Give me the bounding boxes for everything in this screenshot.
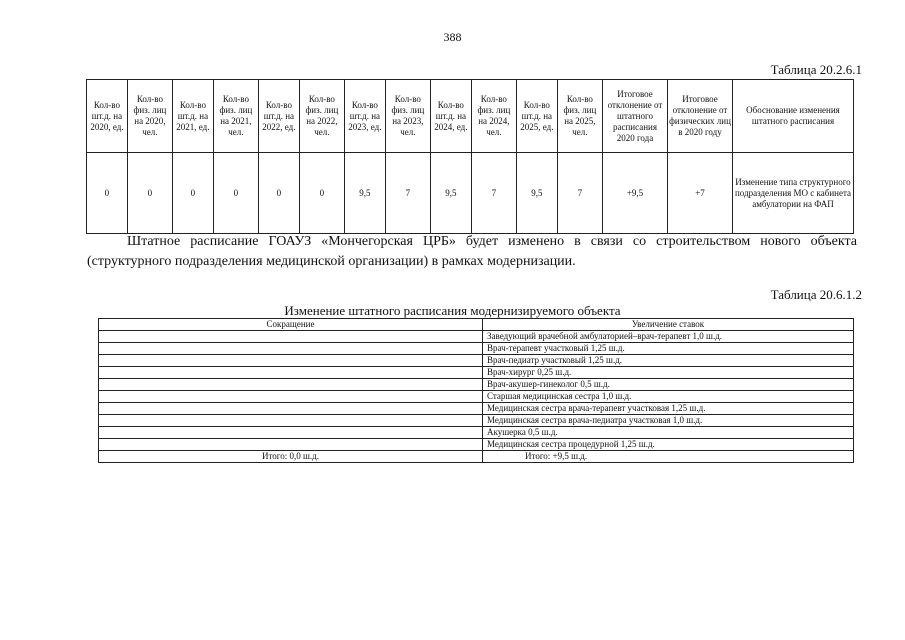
modernization-table [98,318,854,463]
table2-title: Изменение штатного расписания модернизируемого объекта [284,303,621,318]
table-row [99,379,854,391]
header-cell: Кол-во шт.д. на 2021, ед. [172,80,213,153]
header-cell: Кол-во шт.д. на 2022, ед. [258,80,299,153]
header-cell: Кол-во шт.д. на 2023, ед. [344,80,385,153]
position-cell: Заведующий врачебной амбулаторией–врач-терапевт 1,0 ш.д. [483,331,854,343]
empty-cell [99,355,483,367]
header-cell: Кол-во физ. лиц на 2025, чел. [557,80,602,153]
header-cell: Кол-во физ. лиц на 2020, чел. [127,80,172,153]
value-cell: 0 [258,153,299,234]
empty-cell [99,439,483,451]
value-cell: 0 [172,153,213,234]
position-cell: Врач-терапевт участковый 1,25 ш.д. [483,343,854,355]
value-cell: 7 [471,153,516,234]
table1-caption: Таблица 20.2.6.1 [770,62,862,77]
table-row [99,391,854,403]
empty-cell [99,415,483,427]
header-cell: Итоговое отклонение от штатного расписания 2020 года [603,80,668,153]
header-cell: Кол-во шт.д. на 2024, ед. [430,80,471,153]
empty-cell [99,391,483,403]
empty-cell [99,403,483,415]
value-cell: +9,5 [603,153,668,234]
empty-cell [99,379,483,391]
staffing-table-value-row [87,153,854,234]
position-cell: Медицинская сестра врача-педиатра участковая 1,0 ш.д. [483,415,854,427]
value-cell: 0 [299,153,344,234]
position-cell: Старшая медицинская сестра 1,0 ш.д. [483,391,854,403]
position-cell: Врач-хирург 0,25 ш.д. [483,367,854,379]
header-cell: Кол-во шт.д. на 2025, ед. [516,80,557,153]
position-cell: Акушерка 0,5 ш.д. [483,427,854,439]
table-row [99,415,854,427]
table2-caption: Таблица 20.6.1.2 [770,287,862,302]
total-increase: Итого: +9,5 ш.д. [483,451,854,463]
value-cell: 9,5 [430,153,471,234]
value-cell: 0 [213,153,258,234]
table-row [99,439,854,451]
total-reduction: Итого: 0,0 ш.д. [99,451,483,463]
empty-cell [99,331,483,343]
position-cell: Врач-педиатр участковый 1,25 ш.д. [483,355,854,367]
header-cell: Итоговое отклонение от физических лиц в 2020 году [668,80,733,153]
justification-cell: Изменение типа структурного подразделения МО с кабинета амбулатории на ФАП [733,153,854,234]
value-cell: 9,5 [516,153,557,234]
value-cell: 7 [385,153,430,234]
value-cell: 7 [557,153,602,234]
value-cell: 0 [87,153,128,234]
empty-cell [99,343,483,355]
table-row [99,343,854,355]
position-cell: Медицинская сестра врача-терапевт участковая 1,25 ш.д. [483,403,854,415]
empty-cell [99,367,483,379]
body-paragraph: Штатное расписание ГОАУЗ «Мончегорская ЦРБ» будет изменено в связи со строительством нового объекта (структурного подразделения медицинской организации) в рамках модернизации. [87,234,857,269]
header-cell: Кол-во физ. лиц на 2023, чел. [385,80,430,153]
header-cell: Кол-во физ. лиц на 2022, чел. [299,80,344,153]
value-cell: +7 [668,153,733,234]
header-cell: Кол-во физ. лиц на 2024, чел. [471,80,516,153]
header-cell: Кол-во шт.д. на 2020, ед. [87,80,128,153]
position-cell: Врач-акушер-гинеколог 0,5 ш.д. [483,379,854,391]
page-number: 388 [443,30,462,44]
empty-cell [99,427,483,439]
staffing-table-header-row [87,80,854,153]
value-cell: 9,5 [344,153,385,234]
modernization-table-header-row [99,319,854,331]
header-cell-reduction: Сокращение [99,319,483,331]
staffing-table [86,79,854,234]
table-row [99,403,854,415]
table-row [99,427,854,439]
value-cell: 0 [127,153,172,234]
table-row [99,355,854,367]
header-cell: Кол-во физ. лиц на 2021, чел. [213,80,258,153]
table-row [99,367,854,379]
header-cell: Обоснование изменения штатного расписания [733,80,854,153]
table-row [99,331,854,343]
header-cell-increase: Увеличение ставок [483,319,854,331]
position-cell: Медицинская сестра процедурной 1,25 ш.д. [483,439,854,451]
total-row [99,451,854,463]
